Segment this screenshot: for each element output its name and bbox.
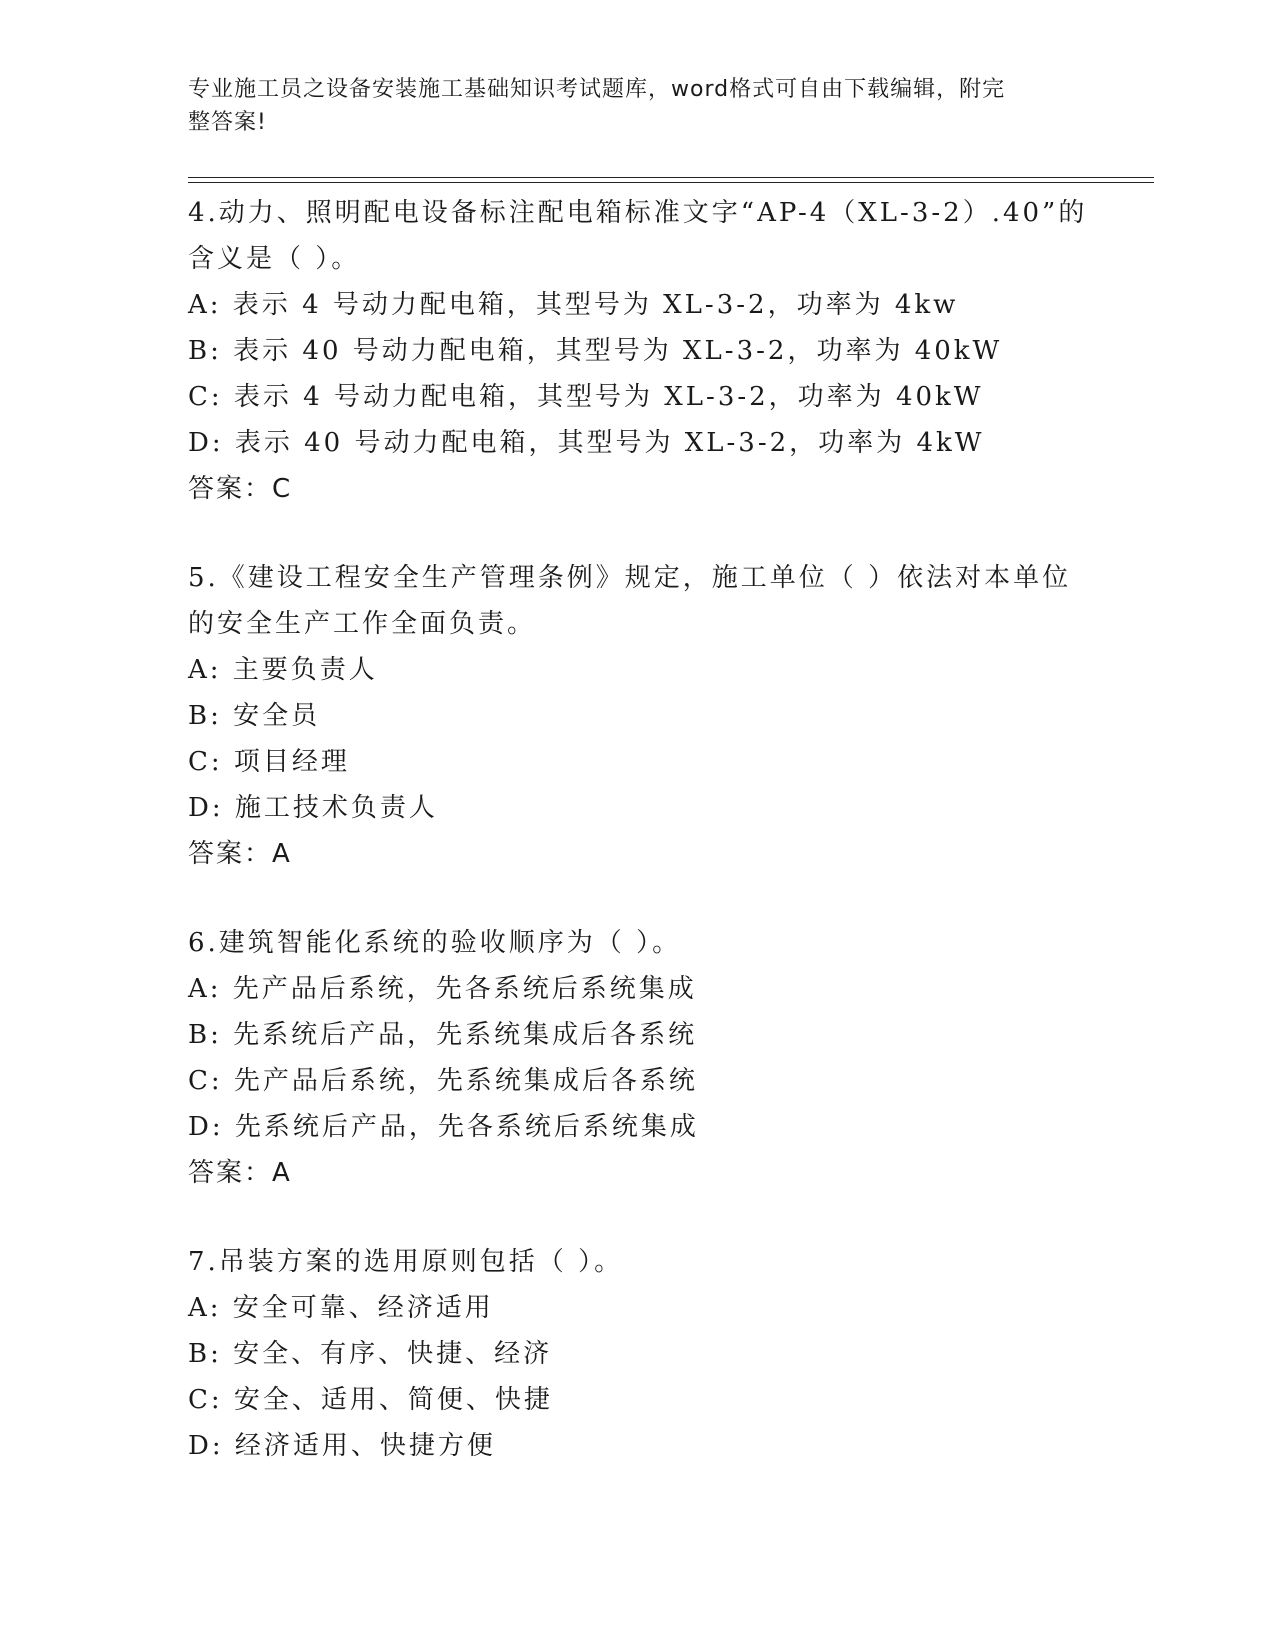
question-stem-line: 含义是（ ）。 (188, 244, 361, 274)
question-stem-line: 6.建筑智能化系统的验收顺序为（ ）。 (188, 928, 682, 958)
option-b: B: 先系统后产品，先系统集成后各系统 (188, 1020, 698, 1050)
option-d: D: 经济适用、快捷方便 (188, 1431, 496, 1461)
option-d: D: 施工技术负责人 (188, 793, 438, 823)
question-stem-line: 4.动力、照明配电设备标注配电箱标准文字“AP-4（XL-3-2）.40”的 (188, 198, 1088, 228)
question-7 (188, 1239, 1088, 1469)
header-divider-bottom (188, 182, 1154, 183)
question-4 (188, 190, 1088, 512)
option-d: D: 先系统后产品，先各系统后系统集成 (188, 1112, 699, 1142)
option-c: C: 项目经理 (188, 747, 350, 777)
header-divider-top (188, 177, 1154, 178)
option-c: C: 先产品后系统，先系统集成后各系统 (188, 1066, 698, 1096)
question-stem-line: 5.《建设工程安全生产管理条例》规定，施工单位（ ）依法对本单位 (188, 563, 1072, 593)
option-c: C: 表示 4 号动力配电箱，其型号为 XL-3-2，功率为 40kW (188, 382, 984, 412)
answer-line: 答案：A (188, 839, 292, 869)
question-6 (188, 920, 1088, 1196)
option-b: B: 安全员 (188, 701, 321, 731)
question-stem-line: 7.吊装方案的选用原则包括（ ）。 (188, 1247, 624, 1277)
option-a: A: 表示 4 号动力配电箱，其型号为 XL-3-2，功率为 4kw (188, 290, 959, 320)
option-c: C: 安全、适用、简便、快捷 (188, 1385, 553, 1415)
option-b: B: 表示 40 号动力配电箱，其型号为 XL-3-2，功率为 40kW (188, 336, 1003, 366)
option-a: A: 主要负责人 (188, 655, 378, 685)
answer-line: 答案：A (188, 1158, 292, 1188)
header-line-2: 整答案! (188, 110, 267, 135)
option-d: D: 表示 40 号动力配电箱，其型号为 XL-3-2，功率为 4kW (188, 428, 985, 458)
option-b: B: 安全、有序、快捷、经济 (188, 1339, 553, 1369)
option-a: A: 安全可靠、经济适用 (188, 1293, 494, 1323)
answer-line: 答案：C (188, 474, 293, 504)
option-a: A: 先产品后系统，先各系统后系统集成 (188, 974, 697, 1004)
question-stem-line: 的安全生产工作全面负责。 (188, 609, 537, 639)
question-5 (188, 555, 1088, 877)
document-header (188, 73, 1068, 139)
header-line-1: 专业施工员之设备安装施工基础知识考试题库，word格式可自由下载编辑，附完 (188, 77, 1006, 102)
